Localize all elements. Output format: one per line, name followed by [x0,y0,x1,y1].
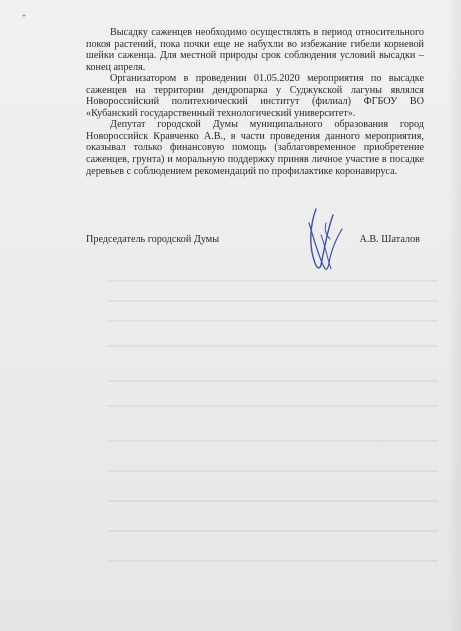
show-through-line [108,405,438,407]
paragraph-planting-timing: Высадку саженцев необходимо осуществлять в период относительного покоя растений, пока почки еще не набухли во избежание гибели корневой шейки саженца. Для местной природы срок соблюдения условий высадки – конец апреля. [86,27,424,73]
show-through-line [108,345,438,347]
show-through-line [108,470,438,472]
show-through-line [108,300,438,302]
show-through-line [108,440,438,442]
signer-position: Председатель городской Думы [86,234,220,245]
signer-name: А.В. Шаталов [359,234,420,245]
show-through-line [108,530,438,532]
signature-row [86,234,424,248]
letter-body [86,27,424,177]
show-through-line [108,500,438,502]
show-through-line [108,560,438,562]
show-through-line [108,280,438,282]
show-through-line [108,320,438,322]
handwritten-signature [300,205,350,277]
paragraph-deputy-role: Депутат городской Думы муниципального образования город Новороссийск Кравченко А.В., в части проведения данного мероприятия, оказывал только финансовую помощь (заблаговременное приобретение саженцев, грунта) и моральную поддержку приняв личное участие в посадке деревьев с соблюдением рекомендаций по профилактике коронавируса. [86,119,424,177]
page-edge-shadow [447,0,461,631]
show-through-line [108,380,438,382]
paragraph-organizer: Организатором в проведении 01.05.2020 мероприятия по высадке саженцев на территории дендропарка у Суджукской лагуны являлся Новороссийский политехнический институт (филиал) ФГБОУ ВО «Кубанский государственный технологический университет». [86,73,424,119]
corner-mark: + [22,12,26,20]
